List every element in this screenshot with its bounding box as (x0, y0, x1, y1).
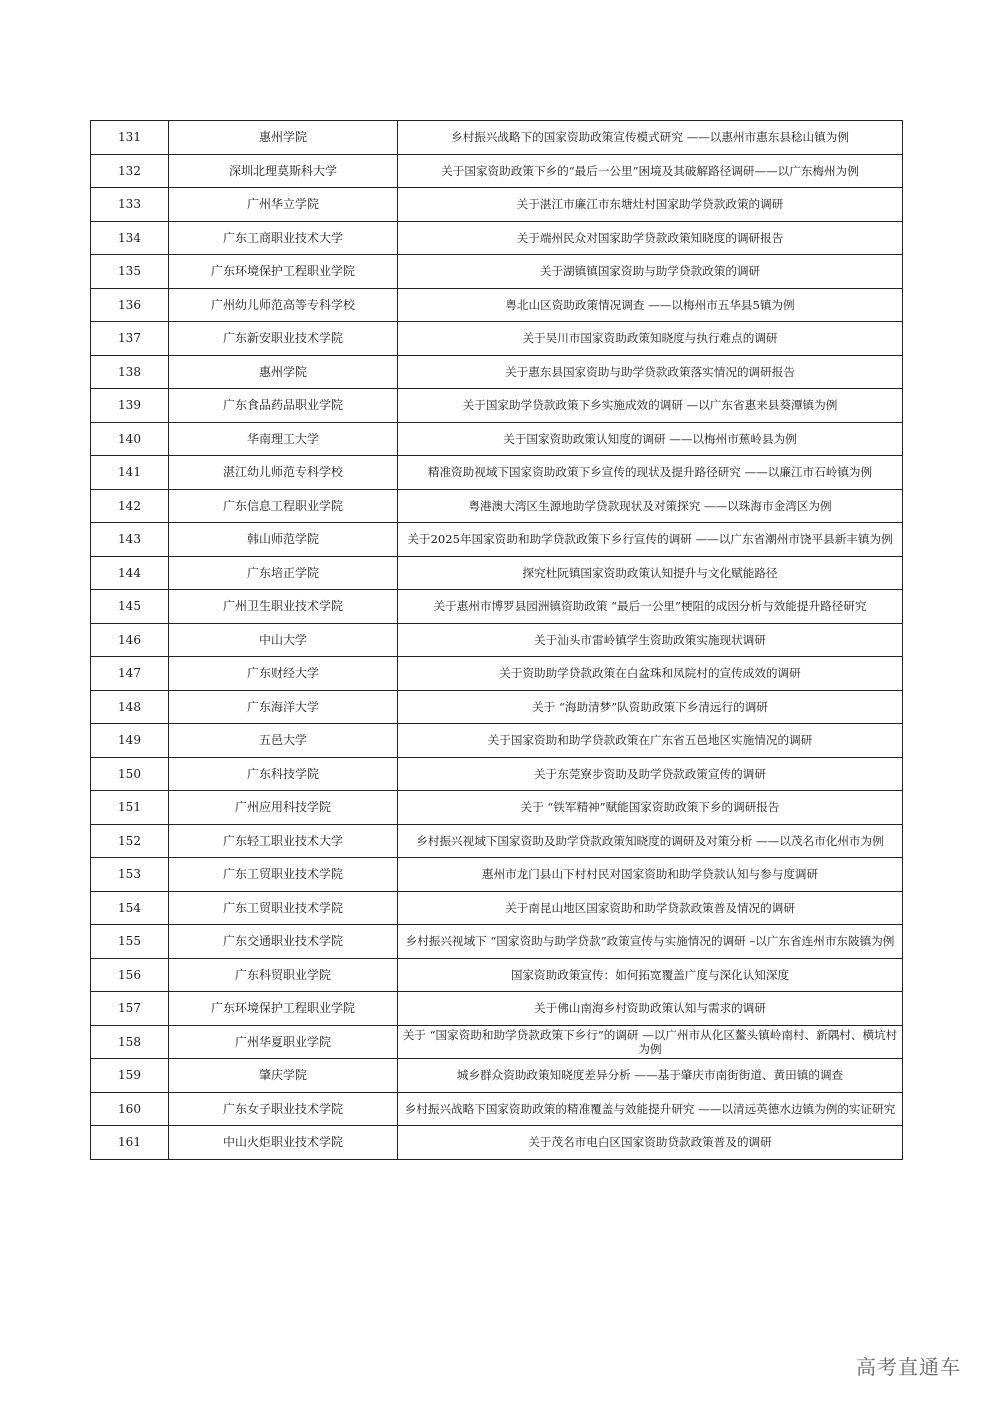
row-number: 160 (91, 1092, 169, 1126)
row-number: 145 (91, 590, 169, 624)
school-name: 肇庆学院 (169, 1059, 398, 1093)
table-row (91, 422, 903, 456)
project-title: 关于2025年国家资助和助学贷款政策下乡行宣传的调研 ——以广东省潮州市饶平县新丰镇为例 (398, 523, 903, 557)
school-name: 广东轻工职业技术大学 (169, 824, 398, 858)
table-row (91, 221, 903, 255)
project-title: 关于资助助学贷款政策在白盆珠和凤院村的宣传成效的调研 (398, 657, 903, 691)
row-number: 135 (91, 255, 169, 289)
school-name: 广州幼儿师范高等专科学校 (169, 288, 398, 322)
row-number: 153 (91, 858, 169, 892)
project-title: 关于国家资助政策下乡的“最后一公里”困境及其破解路径调研——以广东梅州为例 (398, 154, 903, 188)
table-row (91, 891, 903, 925)
table-row (91, 389, 903, 423)
school-name: 广东食品药品职业学院 (169, 389, 398, 423)
project-title: 关于南昆山地区国家资助和助学贷款政策普及情况的调研 (398, 891, 903, 925)
row-number: 150 (91, 757, 169, 791)
table-row (91, 858, 903, 892)
project-title: 乡村振兴战略下的国家资助政策宣传模式研究 ——以惠州市惠东县稔山镇为例 (398, 121, 903, 155)
school-name: 广州卫生职业技术学院 (169, 590, 398, 624)
project-title: 乡村振兴视域下国家资助及助学贷款政策知晓度的调研及对策分析 ——以茂名市化州市为例 (398, 824, 903, 858)
watermark-text: 高考直通车 (856, 1355, 961, 1379)
table-row (91, 489, 903, 523)
project-list-table (90, 120, 903, 1160)
row-number: 146 (91, 623, 169, 657)
project-title: 关于国家资助政策认知度的调研 ——以梅州市蕉岭县为例 (398, 422, 903, 456)
table-row (91, 1059, 903, 1093)
project-title: 惠州市龙门县山下村村民对国家资助和助学贷款认知与参与度调研 (398, 858, 903, 892)
school-name: 广州华立学院 (169, 188, 398, 222)
school-name: 韩山师范学院 (169, 523, 398, 557)
project-title: 关于国家资助和助学贷款政策在广东省五邑地区实施情况的调研 (398, 724, 903, 758)
table-row (91, 623, 903, 657)
project-title: 关于吴川市国家资助政策知晓度与执行难点的调研 (398, 322, 903, 356)
row-number: 142 (91, 489, 169, 523)
table-row (91, 791, 903, 825)
table-row (91, 757, 903, 791)
school-name: 广东海洋大学 (169, 690, 398, 724)
row-number: 136 (91, 288, 169, 322)
school-name: 广东工贸职业技术学院 (169, 891, 398, 925)
project-title: 关于 “国家资助和助学贷款政策下乡行”的调研 —以广州市从化区鳌头镇岭南村、新隅村、横坑村为例 (398, 1025, 903, 1059)
project-title: 关于 “铁军精神”赋能国家资助政策下乡的调研报告 (398, 791, 903, 825)
row-number: 139 (91, 389, 169, 423)
table-row (91, 188, 903, 222)
school-name: 广州应用科技学院 (169, 791, 398, 825)
project-title: 关于湖镇镇国家资助与助学贷款政策的调研 (398, 255, 903, 289)
row-number: 152 (91, 824, 169, 858)
row-number: 155 (91, 925, 169, 959)
project-title: 关于东莞寮步资助及助学贷款政策宣传的调研 (398, 757, 903, 791)
school-name: 广东信息工程职业学院 (169, 489, 398, 523)
table-row (91, 925, 903, 959)
table-body (91, 121, 903, 1160)
school-name: 广东女子职业技术学院 (169, 1092, 398, 1126)
school-name: 广东工贸职业技术学院 (169, 858, 398, 892)
school-name: 广东新安职业技术学院 (169, 322, 398, 356)
school-name: 湛江幼儿师范专科学校 (169, 456, 398, 490)
row-number: 159 (91, 1059, 169, 1093)
project-title: 精准资助视域下国家资助政策下乡宣传的现状及提升路径研究 ——以廉江市石岭镇为例 (398, 456, 903, 490)
school-name: 广东交通职业技术学院 (169, 925, 398, 959)
project-title: 乡村振兴战略下国家资助政策的精准覆盖与效能提升研究 ——以清远英德水边镇为例的实证研究 (398, 1092, 903, 1126)
project-title: 关于佛山南海乡村资助政策认知与需求的调研 (398, 992, 903, 1026)
row-number: 157 (91, 992, 169, 1026)
table-row (91, 958, 903, 992)
row-number: 151 (91, 791, 169, 825)
school-name: 深圳北理莫斯科大学 (169, 154, 398, 188)
table-row (91, 355, 903, 389)
row-number: 149 (91, 724, 169, 758)
table-row (91, 121, 903, 155)
row-number: 140 (91, 422, 169, 456)
school-name: 五邑大学 (169, 724, 398, 758)
row-number: 154 (91, 891, 169, 925)
table-row (91, 288, 903, 322)
table-row (91, 1092, 903, 1126)
table-row (91, 154, 903, 188)
school-name: 惠州学院 (169, 121, 398, 155)
table-row (91, 1025, 903, 1059)
school-name: 广东环境保护工程职业学院 (169, 255, 398, 289)
table-row (91, 690, 903, 724)
row-number: 148 (91, 690, 169, 724)
table-row (91, 523, 903, 557)
row-number: 137 (91, 322, 169, 356)
school-name: 惠州学院 (169, 355, 398, 389)
table-row (91, 556, 903, 590)
project-title: 关于湛江市廉江市东塘灶村国家助学贷款政策的调研 (398, 188, 903, 222)
table-row (91, 255, 903, 289)
row-number: 144 (91, 556, 169, 590)
table-row (91, 724, 903, 758)
project-title: 粤港澳大湾区生源地助学贷款现状及对策探究 ——以珠海市金湾区为例 (398, 489, 903, 523)
project-title: 关于国家助学贷款政策下乡实施成效的调研 —以广东省惠来县葵潭镇为例 (398, 389, 903, 423)
school-name: 广东工商职业技术大学 (169, 221, 398, 255)
project-title: 探究杜阮镇国家资助政策认知提升与文化赋能路径 (398, 556, 903, 590)
row-number: 143 (91, 523, 169, 557)
row-number: 161 (91, 1126, 169, 1160)
school-name: 广东培正学院 (169, 556, 398, 590)
school-name: 广州华夏职业学院 (169, 1025, 398, 1059)
project-title: 关于 “海助清梦”队资助政策下乡清远行的调研 (398, 690, 903, 724)
school-name: 中山大学 (169, 623, 398, 657)
table-row (91, 456, 903, 490)
school-name: 广东财经大学 (169, 657, 398, 691)
table-row (91, 824, 903, 858)
table-row (91, 1126, 903, 1160)
school-name: 华南理工大学 (169, 422, 398, 456)
table-row (91, 657, 903, 691)
row-number: 138 (91, 355, 169, 389)
row-number: 132 (91, 154, 169, 188)
row-number: 141 (91, 456, 169, 490)
row-number: 156 (91, 958, 169, 992)
row-number: 131 (91, 121, 169, 155)
project-title: 城乡群众资助政策知晓度差异分析 ——基于肇庆市南街街道、黄田镇的调查 (398, 1059, 903, 1093)
project-title: 乡村振兴视域下 “国家资助与助学贷款”政策宣传与实施情况的调研 –以广东省连州市东陂镇为例 (398, 925, 903, 959)
school-name: 广东科技学院 (169, 757, 398, 791)
row-number: 158 (91, 1025, 169, 1059)
row-number: 134 (91, 221, 169, 255)
row-number: 147 (91, 657, 169, 691)
project-title: 粤北山区资助政策情况调查 ——以梅州市五华县5镇为例 (398, 288, 903, 322)
table-row (91, 590, 903, 624)
row-number: 133 (91, 188, 169, 222)
project-title: 关于惠东县国家资助与助学贷款政策落实情况的调研报告 (398, 355, 903, 389)
school-name: 广东科贸职业学院 (169, 958, 398, 992)
school-name: 广东环境保护工程职业学院 (169, 992, 398, 1026)
table-row (91, 992, 903, 1026)
table-row (91, 322, 903, 356)
project-title: 关于惠州市博罗县园洲镇资助政策 “最后一公里”梗阻的成因分析与效能提升路径研究 (398, 590, 903, 624)
project-title: 关于茂名市电白区国家资助贷款政策普及的调研 (398, 1126, 903, 1160)
project-title: 关于汕头市雷岭镇学生资助政策实施现状调研 (398, 623, 903, 657)
project-title: 关于端州民众对国家助学贷款政策知晓度的调研报告 (398, 221, 903, 255)
school-name: 中山火炬职业技术学院 (169, 1126, 398, 1160)
project-title: 国家资助政策宣传：如何拓宽覆盖广度与深化认知深度 (398, 958, 903, 992)
